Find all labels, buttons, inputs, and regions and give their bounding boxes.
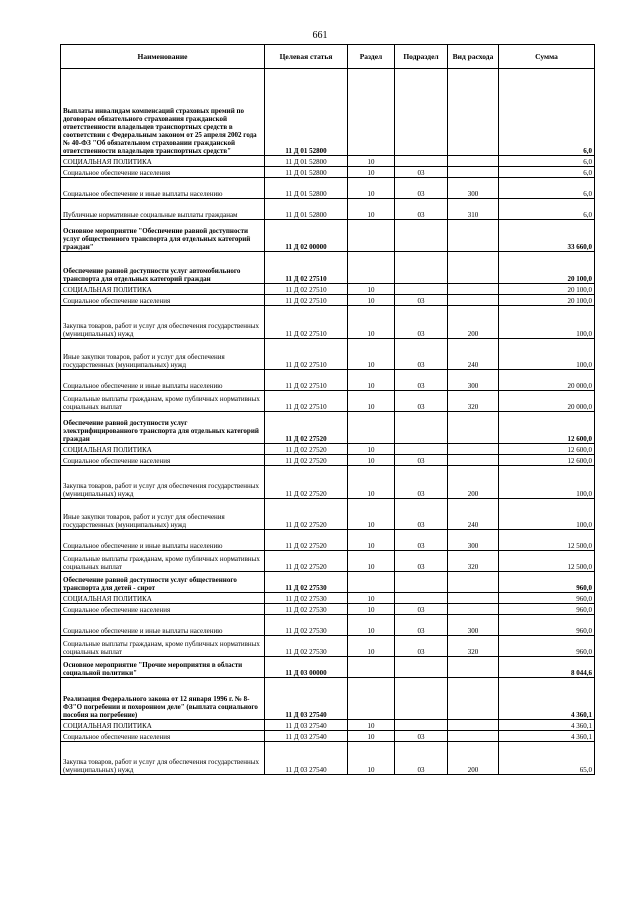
cell-sum: 20 100,0 [499, 295, 595, 306]
cell-name: Выплаты инвалидам компенсаций страховых премий по договорам обязательного страхования гражданской ответственности владельцев транспортных средств в соответствии с Федеральным законом от 25 апреля 2002 года № 40-ФЗ "Об обязательном страховании гражданской ответственности владельцев транспортных средств" [61, 69, 265, 156]
cell-name: Иные закупки товаров, работ и услуг для обеспечения государственных (муниципальных) нужд [61, 499, 265, 530]
header-sum: Сумма [499, 45, 595, 69]
cell-expense-type [448, 284, 499, 295]
cell-section: 10 [348, 167, 395, 178]
cell-target-article: 11 Д 02 27510 [265, 339, 348, 370]
cell-subsection [395, 657, 448, 678]
cell-target-article: 11 Д 02 27510 [265, 252, 348, 284]
cell-subsection: 03 [395, 370, 448, 391]
cell-expense-type: 200 [448, 306, 499, 339]
cell-target-article: 11 Д 03 27540 [265, 731, 348, 742]
cell-target-article: 11 Д 03 27540 [265, 720, 348, 731]
cell-sum: 12 600,0 [499, 455, 595, 466]
header-target-article: Целевая статья [265, 45, 348, 69]
cell-expense-type [448, 455, 499, 466]
cell-target-article: 11 Д 02 27520 [265, 530, 348, 551]
cell-name: Реализация Федерального закона от 12 января 1996 г. № 8-ФЗ"О погребении и похоронном деле" (выплата социального пособия на погребение) [61, 678, 265, 720]
cell-expense-type [448, 252, 499, 284]
cell-expense-type: 300 [448, 530, 499, 551]
cell-section: 10 [348, 742, 395, 775]
table-row [61, 284, 595, 295]
cell-section: 10 [348, 339, 395, 370]
cell-target-article: 11 Д 02 27530 [265, 572, 348, 593]
table-row [61, 199, 595, 220]
cell-subsection: 03 [395, 551, 448, 572]
table-row [61, 412, 595, 444]
cell-sum: 12 500,0 [499, 551, 595, 572]
cell-name: Обеспечение равной доступности услуг автомобильного транспорта для отдельных категорий граждан [61, 252, 265, 284]
table-row [61, 742, 595, 775]
cell-sum: 4 360,1 [499, 678, 595, 720]
cell-target-article: 11 Д 02 00000 [265, 220, 348, 252]
cell-expense-type [448, 444, 499, 455]
cell-target-article: 11 Д 03 27540 [265, 742, 348, 775]
cell-subsection: 03 [395, 339, 448, 370]
cell-subsection [395, 156, 448, 167]
cell-subsection [395, 720, 448, 731]
cell-sum: 4 360,1 [499, 731, 595, 742]
cell-target-article: 11 Д 01 52800 [265, 167, 348, 178]
cell-target-article: 11 Д 02 27510 [265, 306, 348, 339]
cell-sum: 6,0 [499, 199, 595, 220]
table-row [61, 678, 595, 720]
table-row [61, 391, 595, 412]
cell-sum: 8 044,6 [499, 657, 595, 678]
cell-target-article: 11 Д 02 27530 [265, 604, 348, 615]
cell-target-article: 11 Д 01 52800 [265, 69, 348, 156]
table-row [61, 455, 595, 466]
table-row [61, 466, 595, 499]
cell-name: Социальные выплаты гражданам, кроме публичных нормативных социальных выплат [61, 551, 265, 572]
cell-name: СОЦИАЛЬНАЯ ПОЛИТИКА [61, 156, 265, 167]
cell-section: 10 [348, 370, 395, 391]
cell-name: Социальное обеспечение населения [61, 295, 265, 306]
cell-target-article: 11 Д 02 27530 [265, 636, 348, 657]
cell-section: 10 [348, 593, 395, 604]
cell-expense-type: 200 [448, 742, 499, 775]
cell-target-article: 11 Д 03 27540 [265, 678, 348, 720]
cell-name: Социальное обеспечение и иные выплаты населению [61, 615, 265, 636]
table-row [61, 499, 595, 530]
header-expense-type: Вид расхода [448, 45, 499, 69]
cell-subsection [395, 678, 448, 720]
cell-target-article: 11 Д 02 27510 [265, 295, 348, 306]
cell-subsection [395, 69, 448, 156]
cell-subsection: 03 [395, 306, 448, 339]
cell-section [348, 252, 395, 284]
cell-subsection: 03 [395, 295, 448, 306]
cell-section: 10 [348, 156, 395, 167]
cell-expense-type [448, 604, 499, 615]
cell-name: Социальные выплаты гражданам, кроме публичных нормативных социальных выплат [61, 391, 265, 412]
cell-section: 10 [348, 731, 395, 742]
cell-expense-type [448, 295, 499, 306]
cell-subsection [395, 220, 448, 252]
cell-subsection: 03 [395, 178, 448, 199]
table-row [61, 615, 595, 636]
cell-name: СОЦИАЛЬНАЯ ПОЛИТИКА [61, 593, 265, 604]
cell-name: Иные закупки товаров, работ и услуг для обеспечения государственных (муниципальных) нужд [61, 339, 265, 370]
cell-section [348, 572, 395, 593]
cell-name: Обеспечение равной доступности услуг электрифицированного транспорта для отдельных категорий граждан [61, 412, 265, 444]
cell-expense-type [448, 572, 499, 593]
table-row [61, 178, 595, 199]
cell-name: Социальное обеспечение населения [61, 731, 265, 742]
cell-sum: 20 100,0 [499, 284, 595, 295]
cell-subsection: 03 [395, 636, 448, 657]
cell-section [348, 69, 395, 156]
cell-sum: 20 000,0 [499, 391, 595, 412]
cell-sum: 12 600,0 [499, 444, 595, 455]
table-row [61, 252, 595, 284]
cell-name: Социальное обеспечение населения [61, 604, 265, 615]
cell-section [348, 220, 395, 252]
cell-expense-type: 300 [448, 615, 499, 636]
table-row [61, 167, 595, 178]
cell-subsection [395, 572, 448, 593]
cell-target-article: 11 Д 02 27520 [265, 444, 348, 455]
page-number: 661 [312, 30, 328, 41]
cell-sum: 960,0 [499, 636, 595, 657]
cell-section: 10 [348, 604, 395, 615]
cell-expense-type: 200 [448, 466, 499, 499]
cell-subsection: 03 [395, 530, 448, 551]
cell-section: 10 [348, 178, 395, 199]
cell-name: СОЦИАЛЬНАЯ ПОЛИТИКА [61, 444, 265, 455]
cell-subsection [395, 593, 448, 604]
cell-section: 10 [348, 284, 395, 295]
cell-name: Социальное обеспечение и иные выплаты населению [61, 370, 265, 391]
table-row [61, 731, 595, 742]
cell-target-article: 11 Д 02 27520 [265, 412, 348, 444]
cell-sum: 20 100,0 [499, 252, 595, 284]
cell-section: 10 [348, 444, 395, 455]
cell-target-article: 11 Д 02 27510 [265, 370, 348, 391]
cell-target-article: 11 Д 02 27520 [265, 466, 348, 499]
cell-sum: 960,0 [499, 572, 595, 593]
cell-expense-type [448, 678, 499, 720]
cell-sum: 33 660,0 [499, 220, 595, 252]
cell-expense-type [448, 657, 499, 678]
cell-subsection [395, 284, 448, 295]
cell-section: 10 [348, 295, 395, 306]
cell-sum: 12 500,0 [499, 530, 595, 551]
cell-sum: 4 360,1 [499, 720, 595, 731]
table-row [61, 69, 595, 156]
cell-name: Социальное обеспечение населения [61, 167, 265, 178]
cell-name: Закупка товаров, работ и услуг для обеспечения государственных (муниципальных) нужд [61, 742, 265, 775]
cell-target-article: 11 Д 01 52800 [265, 199, 348, 220]
cell-name: СОЦИАЛЬНАЯ ПОЛИТИКА [61, 720, 265, 731]
table-row [61, 657, 595, 678]
cell-sum: 960,0 [499, 604, 595, 615]
cell-expense-type [448, 167, 499, 178]
cell-target-article: 11 Д 03 00000 [265, 657, 348, 678]
cell-expense-type: 240 [448, 339, 499, 370]
cell-expense-type: 300 [448, 178, 499, 199]
cell-section: 10 [348, 455, 395, 466]
table-row [61, 339, 595, 370]
header-name: Наименование [61, 45, 265, 69]
cell-subsection: 03 [395, 391, 448, 412]
cell-sum: 6,0 [499, 167, 595, 178]
table-row [61, 530, 595, 551]
budget-table [60, 44, 595, 775]
cell-sum: 960,0 [499, 615, 595, 636]
cell-sum: 960,0 [499, 593, 595, 604]
cell-target-article: 11 Д 01 52800 [265, 156, 348, 167]
table-row [61, 572, 595, 593]
cell-name: Социальное обеспечение населения [61, 455, 265, 466]
cell-expense-type [448, 593, 499, 604]
cell-sum: 100,0 [499, 499, 595, 530]
cell-sum: 100,0 [499, 339, 595, 370]
cell-sum: 20 000,0 [499, 370, 595, 391]
cell-subsection: 03 [395, 199, 448, 220]
cell-target-article: 11 Д 02 27510 [265, 284, 348, 295]
cell-name: Основное мероприятие "Обеспечение равной доступности услуг общественного транспорта для отдельных категорий граждан" [61, 220, 265, 252]
cell-section [348, 678, 395, 720]
cell-name: СОЦИАЛЬНАЯ ПОЛИТИКА [61, 284, 265, 295]
cell-target-article: 11 Д 02 27510 [265, 391, 348, 412]
cell-subsection: 03 [395, 466, 448, 499]
cell-subsection [395, 444, 448, 455]
cell-expense-type [448, 220, 499, 252]
cell-name: Основное мероприятие "Прочие мероприятия в области социальной политики" [61, 657, 265, 678]
cell-sum: 6,0 [499, 69, 595, 156]
table-row [61, 636, 595, 657]
table-row [61, 306, 595, 339]
cell-expense-type: 320 [448, 391, 499, 412]
table-row [61, 604, 595, 615]
cell-sum: 65,0 [499, 742, 595, 775]
cell-target-article: 11 Д 02 27530 [265, 615, 348, 636]
cell-subsection: 03 [395, 499, 448, 530]
header-subsection: Подраздел [395, 45, 448, 69]
cell-name: Социальное обеспечение и иные выплаты населению [61, 530, 265, 551]
cell-name: Публичные нормативные социальные выплаты гражданам [61, 199, 265, 220]
cell-section: 10 [348, 391, 395, 412]
cell-sum: 12 600,0 [499, 412, 595, 444]
cell-expense-type: 320 [448, 636, 499, 657]
cell-section: 10 [348, 615, 395, 636]
cell-subsection: 03 [395, 604, 448, 615]
cell-section: 10 [348, 551, 395, 572]
cell-name: Обеспечение равной доступности услуг общественного транспорта для детей - сирот [61, 572, 265, 593]
table-row [61, 444, 595, 455]
cell-expense-type: 300 [448, 370, 499, 391]
cell-section [348, 412, 395, 444]
cell-name: Социальное обеспечение и иные выплаты населению [61, 178, 265, 199]
cell-section: 10 [348, 720, 395, 731]
cell-sum: 100,0 [499, 306, 595, 339]
cell-subsection: 03 [395, 731, 448, 742]
cell-section [348, 657, 395, 678]
table-row [61, 593, 595, 604]
header-section: Раздел [348, 45, 395, 69]
cell-name: Закупка товаров, работ и услуг для обеспечения государственных (муниципальных) нужд [61, 466, 265, 499]
cell-section: 10 [348, 199, 395, 220]
table-row [61, 220, 595, 252]
cell-expense-type: 310 [448, 199, 499, 220]
cell-target-article: 11 Д 01 52800 [265, 178, 348, 199]
cell-sum: 6,0 [499, 178, 595, 199]
table-row [61, 156, 595, 167]
cell-target-article: 11 Д 02 27520 [265, 499, 348, 530]
cell-section: 10 [348, 466, 395, 499]
table-row [61, 295, 595, 306]
cell-subsection: 03 [395, 167, 448, 178]
cell-expense-type [448, 412, 499, 444]
header-row [61, 45, 595, 69]
cell-target-article: 11 Д 02 27530 [265, 593, 348, 604]
cell-section: 10 [348, 306, 395, 339]
cell-expense-type [448, 156, 499, 167]
cell-subsection: 03 [395, 455, 448, 466]
cell-subsection: 03 [395, 615, 448, 636]
cell-sum: 6,0 [499, 156, 595, 167]
cell-section: 10 [348, 530, 395, 551]
cell-name: Закупка товаров, работ и услуг для обеспечения государственных (муниципальных) нужд [61, 306, 265, 339]
cell-sum: 100,0 [499, 466, 595, 499]
table-row [61, 720, 595, 731]
cell-target-article: 11 Д 02 27520 [265, 455, 348, 466]
cell-subsection: 03 [395, 742, 448, 775]
cell-section: 10 [348, 499, 395, 530]
cell-expense-type: 320 [448, 551, 499, 572]
cell-section: 10 [348, 636, 395, 657]
table-row [61, 551, 595, 572]
cell-target-article: 11 Д 02 27520 [265, 551, 348, 572]
cell-expense-type [448, 69, 499, 156]
cell-subsection [395, 412, 448, 444]
cell-expense-type [448, 731, 499, 742]
cell-expense-type [448, 720, 499, 731]
cell-subsection [395, 252, 448, 284]
cell-expense-type: 240 [448, 499, 499, 530]
table-row [61, 370, 595, 391]
cell-name: Социальные выплаты гражданам, кроме публичных нормативных социальных выплат [61, 636, 265, 657]
